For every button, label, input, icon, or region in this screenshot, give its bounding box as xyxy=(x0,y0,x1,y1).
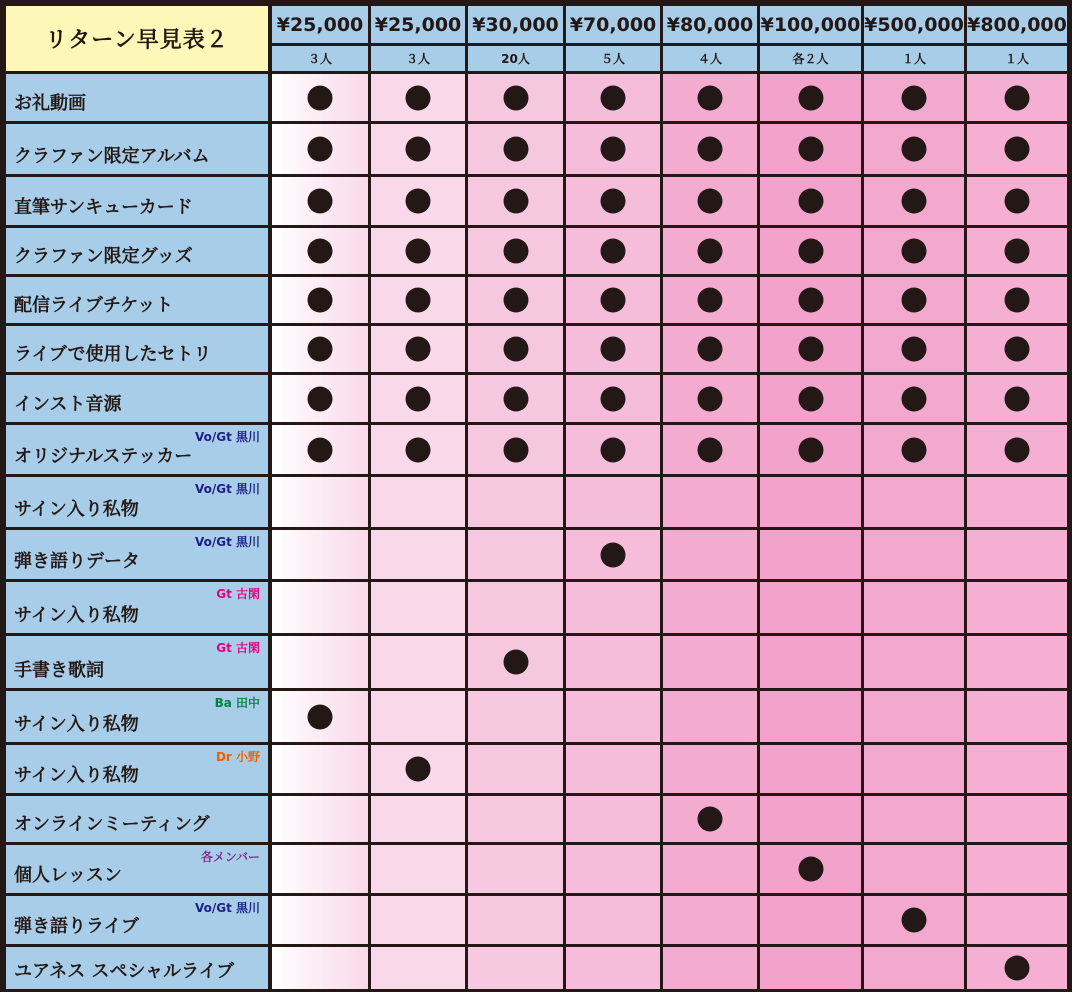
tier-cell xyxy=(967,277,1067,323)
tier-cell xyxy=(272,228,368,274)
reward-name: サイン入り私物 xyxy=(14,605,139,626)
tier-cell xyxy=(967,582,1067,633)
tier-cell xyxy=(272,124,368,174)
member-tag: Gt 古閑 xyxy=(216,587,260,601)
tier-cell xyxy=(967,477,1067,527)
included-dot xyxy=(902,137,927,162)
tier-cell xyxy=(864,425,964,474)
tier-cell xyxy=(663,177,757,225)
included-dot xyxy=(798,189,823,214)
tier-cell xyxy=(468,326,563,372)
included-dot xyxy=(308,189,333,214)
tier-cell xyxy=(663,124,757,174)
tier-cell xyxy=(272,277,368,323)
included-dot xyxy=(902,85,927,110)
included-dot xyxy=(902,437,927,462)
tier-cell xyxy=(371,177,465,225)
tier-cell xyxy=(864,845,964,893)
included-dot xyxy=(503,239,528,264)
tier-cell xyxy=(967,636,1067,688)
tier-price: ¥100,000 xyxy=(760,6,861,43)
tier-cell xyxy=(864,745,964,793)
tier-cell xyxy=(468,277,563,323)
member-tag: Vo/Gt 黒川 xyxy=(194,482,260,496)
tier-count: ５人 xyxy=(566,46,660,71)
tier-cell xyxy=(864,691,964,742)
tier-cell xyxy=(967,124,1067,174)
included-dot xyxy=(902,189,927,214)
tier-cell xyxy=(663,582,757,633)
tier-cell xyxy=(566,177,660,225)
tier-cell xyxy=(967,228,1067,274)
included-dot xyxy=(601,437,626,462)
tier-cell xyxy=(468,947,563,989)
tier-cell xyxy=(371,582,465,633)
reward-label xyxy=(6,582,268,633)
tier-cell xyxy=(967,530,1067,579)
tier-cell xyxy=(663,947,757,989)
tier-cell xyxy=(566,326,660,372)
included-dot xyxy=(798,437,823,462)
included-dot xyxy=(1005,386,1030,411)
included-dot xyxy=(503,288,528,313)
reward-label xyxy=(6,124,268,174)
included-dot xyxy=(503,137,528,162)
member-tag: Vo/Gt 黒川 xyxy=(194,535,260,549)
tier-cell xyxy=(864,326,964,372)
included-dot xyxy=(1005,437,1030,462)
tier-cell xyxy=(760,530,861,579)
tier-cell xyxy=(760,228,861,274)
tier-price: ¥70,000 xyxy=(566,6,660,43)
reward-name: オリジナルステッカー xyxy=(14,446,193,467)
included-dot xyxy=(308,85,333,110)
tier-cell xyxy=(760,477,861,527)
tier-cell xyxy=(760,375,861,422)
tier-price: ¥25,000 xyxy=(371,6,465,43)
tier-cell xyxy=(468,530,563,579)
member-tag: Dr 小野 xyxy=(215,750,260,764)
included-dot xyxy=(1005,956,1030,981)
reward-name: サイン入り私物 xyxy=(14,765,139,786)
tier-count: ３人 xyxy=(371,46,465,71)
reward-label xyxy=(6,636,268,688)
tier-cell xyxy=(566,896,660,944)
tier-count: 各２人 xyxy=(760,46,861,71)
reward-name: ユアネス スペシャルライブ xyxy=(14,961,235,982)
tier-cell xyxy=(468,636,563,688)
tier-cell xyxy=(663,74,757,121)
included-dot xyxy=(902,386,927,411)
tier-cell xyxy=(566,636,660,688)
included-dot xyxy=(698,239,723,264)
included-dot xyxy=(698,386,723,411)
included-dot xyxy=(308,137,333,162)
tier-cell xyxy=(566,277,660,323)
member-tag: 各メンバー xyxy=(200,850,260,864)
included-dot xyxy=(406,288,431,313)
included-dot xyxy=(1005,189,1030,214)
tier-cell xyxy=(272,326,368,372)
tier-cell xyxy=(760,582,861,633)
tier-cell xyxy=(566,745,660,793)
tier-cell xyxy=(967,326,1067,372)
reward-label xyxy=(6,277,268,323)
tier-cell xyxy=(272,636,368,688)
included-dot xyxy=(601,337,626,362)
tier-cell xyxy=(371,375,465,422)
tier-cell xyxy=(371,326,465,372)
tier-cell xyxy=(272,477,368,527)
tier-cell xyxy=(371,530,465,579)
tier-cell xyxy=(272,177,368,225)
tier-cell xyxy=(967,796,1067,842)
tier-cell xyxy=(864,177,964,225)
reward-label xyxy=(6,375,268,422)
tier-cell xyxy=(468,375,563,422)
reward-label xyxy=(6,845,268,893)
included-dot xyxy=(698,189,723,214)
reward-label xyxy=(6,530,268,579)
tier-price: ¥30,000 xyxy=(468,6,563,43)
reward-name: 弾き語りデータ xyxy=(14,551,140,572)
included-dot xyxy=(406,239,431,264)
tier-cell xyxy=(272,745,368,793)
included-dot xyxy=(503,437,528,462)
included-dot xyxy=(406,85,431,110)
tier-cell xyxy=(864,582,964,633)
reward-name: サイン入り私物 xyxy=(14,499,139,520)
member-tag: Ba 田中 xyxy=(214,696,260,710)
tier-cell xyxy=(272,691,368,742)
tier-cell xyxy=(663,277,757,323)
included-dot xyxy=(798,857,823,882)
tier-cell xyxy=(566,477,660,527)
included-dot xyxy=(902,337,927,362)
included-dot xyxy=(798,288,823,313)
tier-cell xyxy=(760,425,861,474)
tier-cell xyxy=(663,375,757,422)
tier-cell xyxy=(468,745,563,793)
reward-label xyxy=(6,745,268,793)
tier-cell xyxy=(272,375,368,422)
tier-cell xyxy=(468,477,563,527)
tier-cell xyxy=(864,277,964,323)
tier-cell xyxy=(566,845,660,893)
tier-cell xyxy=(663,228,757,274)
tier-cell xyxy=(371,691,465,742)
tier-cell xyxy=(272,947,368,989)
included-dot xyxy=(601,137,626,162)
tier-price: ¥800,000 xyxy=(967,6,1067,43)
included-dot xyxy=(503,650,528,675)
reward-name: 直筆サンキューカード xyxy=(14,197,193,218)
tier-cell xyxy=(864,124,964,174)
tier-cell xyxy=(468,582,563,633)
reward-name: 手書き歌詞 xyxy=(14,660,104,681)
tier-count: １人 xyxy=(967,46,1067,71)
reward-label xyxy=(6,947,268,989)
tier-cell xyxy=(663,691,757,742)
tier-cell xyxy=(566,124,660,174)
tier-cell xyxy=(371,796,465,842)
reward-label xyxy=(6,74,268,121)
included-dot xyxy=(698,337,723,362)
reward-name: クラファン限定グッズ xyxy=(14,246,193,267)
included-dot xyxy=(308,704,333,729)
reward-label xyxy=(6,326,268,372)
included-dot xyxy=(503,85,528,110)
tier-cell xyxy=(468,177,563,225)
tier-cell xyxy=(760,74,861,121)
reward-name: 弾き語りライブ xyxy=(14,916,139,937)
included-dot xyxy=(406,337,431,362)
tier-cell xyxy=(663,745,757,793)
included-dot xyxy=(798,337,823,362)
included-dot xyxy=(601,288,626,313)
tier-cell xyxy=(371,124,465,174)
included-dot xyxy=(601,239,626,264)
tier-cell xyxy=(272,530,368,579)
tier-count: 20人 xyxy=(468,46,563,71)
included-dot xyxy=(406,386,431,411)
tier-cell xyxy=(967,74,1067,121)
included-dot xyxy=(601,542,626,567)
tier-cell xyxy=(566,530,660,579)
tier-cell xyxy=(663,845,757,893)
tier-cell xyxy=(967,745,1067,793)
reward-label xyxy=(6,691,268,742)
reward-name: インスト音源 xyxy=(14,394,122,415)
tier-cell xyxy=(864,375,964,422)
tier-cell xyxy=(967,425,1067,474)
included-dot xyxy=(503,386,528,411)
tier-cell xyxy=(371,477,465,527)
tier-cell xyxy=(967,375,1067,422)
tier-cell xyxy=(760,124,861,174)
tier-count: ３人 xyxy=(272,46,368,71)
tier-cell xyxy=(967,896,1067,944)
tier-cell xyxy=(468,74,563,121)
reward-name: 個人レッスン xyxy=(14,865,122,886)
tier-cell xyxy=(468,896,563,944)
tier-cell xyxy=(272,425,368,474)
tier-cell xyxy=(663,425,757,474)
reward-name: クラファン限定アルバム xyxy=(14,146,210,167)
included-dot xyxy=(798,85,823,110)
tier-count: ４人 xyxy=(663,46,757,71)
tier-cell xyxy=(760,745,861,793)
tier-cell xyxy=(371,425,465,474)
member-tag: Vo/Gt 黒川 xyxy=(194,901,260,915)
tier-cell xyxy=(468,796,563,842)
included-dot xyxy=(798,239,823,264)
tier-cell xyxy=(967,845,1067,893)
included-dot xyxy=(406,137,431,162)
reward-label xyxy=(6,177,268,225)
tier-cell xyxy=(760,636,861,688)
tier-cell xyxy=(468,124,563,174)
reward-name: サイン入り私物 xyxy=(14,714,139,735)
included-dot xyxy=(1005,85,1030,110)
included-dot xyxy=(308,288,333,313)
included-dot xyxy=(308,437,333,462)
reward-label xyxy=(6,477,268,527)
tier-cell xyxy=(864,530,964,579)
tier-cell xyxy=(468,691,563,742)
tier-cell xyxy=(663,636,757,688)
included-dot xyxy=(698,437,723,462)
tier-cell xyxy=(663,477,757,527)
included-dot xyxy=(1005,137,1030,162)
reward-label xyxy=(6,796,268,842)
tier-cell xyxy=(760,947,861,989)
tier-count: １人 xyxy=(864,46,964,71)
reward-label xyxy=(6,896,268,944)
tier-cell xyxy=(967,691,1067,742)
tier-cell xyxy=(566,947,660,989)
included-dot xyxy=(1005,239,1030,264)
tier-cell xyxy=(760,691,861,742)
included-dot xyxy=(902,908,927,933)
tier-cell xyxy=(663,326,757,372)
tier-cell xyxy=(468,228,563,274)
tier-cell xyxy=(468,845,563,893)
included-dot xyxy=(503,189,528,214)
member-tag: Vo/Gt 黒川 xyxy=(194,430,260,444)
tier-cell xyxy=(663,796,757,842)
tier-cell xyxy=(967,947,1067,989)
tier-cell xyxy=(566,425,660,474)
included-dot xyxy=(406,189,431,214)
chart-title: リターン早見表２ xyxy=(6,6,268,71)
included-dot xyxy=(698,288,723,313)
included-dot xyxy=(601,386,626,411)
tier-cell xyxy=(760,896,861,944)
tier-cell xyxy=(371,277,465,323)
included-dot xyxy=(1005,288,1030,313)
included-dot xyxy=(698,807,723,832)
tier-cell xyxy=(864,228,964,274)
included-dot xyxy=(1005,337,1030,362)
reward-name: ライブで使用したセトリ xyxy=(14,344,212,365)
included-dot xyxy=(601,85,626,110)
included-dot xyxy=(902,288,927,313)
tier-cell xyxy=(967,177,1067,225)
included-dot xyxy=(798,386,823,411)
included-dot xyxy=(503,337,528,362)
tier-cell xyxy=(566,582,660,633)
tier-cell xyxy=(864,74,964,121)
tier-cell xyxy=(663,896,757,944)
tier-cell xyxy=(760,845,861,893)
included-dot xyxy=(308,239,333,264)
tier-cell xyxy=(272,845,368,893)
tier-price: ¥80,000 xyxy=(663,6,757,43)
tier-cell xyxy=(468,425,563,474)
reward-name: 配信ライブチケット xyxy=(14,295,174,316)
included-dot xyxy=(698,85,723,110)
tier-cell xyxy=(371,636,465,688)
included-dot xyxy=(406,757,431,782)
tier-cell xyxy=(566,796,660,842)
tier-cell xyxy=(371,896,465,944)
tier-cell xyxy=(760,177,861,225)
included-dot xyxy=(798,137,823,162)
tier-cell xyxy=(272,896,368,944)
included-dot xyxy=(601,189,626,214)
tier-cell xyxy=(272,796,368,842)
tier-cell xyxy=(566,228,660,274)
tier-cell xyxy=(760,796,861,842)
tier-cell xyxy=(566,691,660,742)
tier-cell xyxy=(371,947,465,989)
reward-label xyxy=(6,425,268,474)
reward-name: お礼動画 xyxy=(14,93,86,114)
included-dot xyxy=(406,437,431,462)
reward-label xyxy=(6,228,268,274)
tier-cell xyxy=(371,845,465,893)
tier-cell xyxy=(760,277,861,323)
tier-cell xyxy=(663,530,757,579)
tier-cell xyxy=(272,74,368,121)
tier-cell xyxy=(566,375,660,422)
tier-cell xyxy=(371,228,465,274)
tier-cell xyxy=(864,796,964,842)
included-dot xyxy=(902,239,927,264)
tier-cell xyxy=(864,947,964,989)
tier-cell xyxy=(864,636,964,688)
reward-name: オンラインミーティング xyxy=(14,814,210,835)
included-dot xyxy=(308,337,333,362)
tier-price: ¥500,000 xyxy=(864,6,964,43)
tier-cell xyxy=(371,74,465,121)
tier-cell xyxy=(864,896,964,944)
tier-cell xyxy=(864,477,964,527)
tier-price: ¥25,000 xyxy=(272,6,368,43)
included-dot xyxy=(698,137,723,162)
member-tag: Gt 古閑 xyxy=(216,641,260,655)
tier-cell xyxy=(371,745,465,793)
tier-cell xyxy=(566,74,660,121)
tier-cell xyxy=(272,582,368,633)
tier-cell xyxy=(760,326,861,372)
included-dot xyxy=(308,386,333,411)
